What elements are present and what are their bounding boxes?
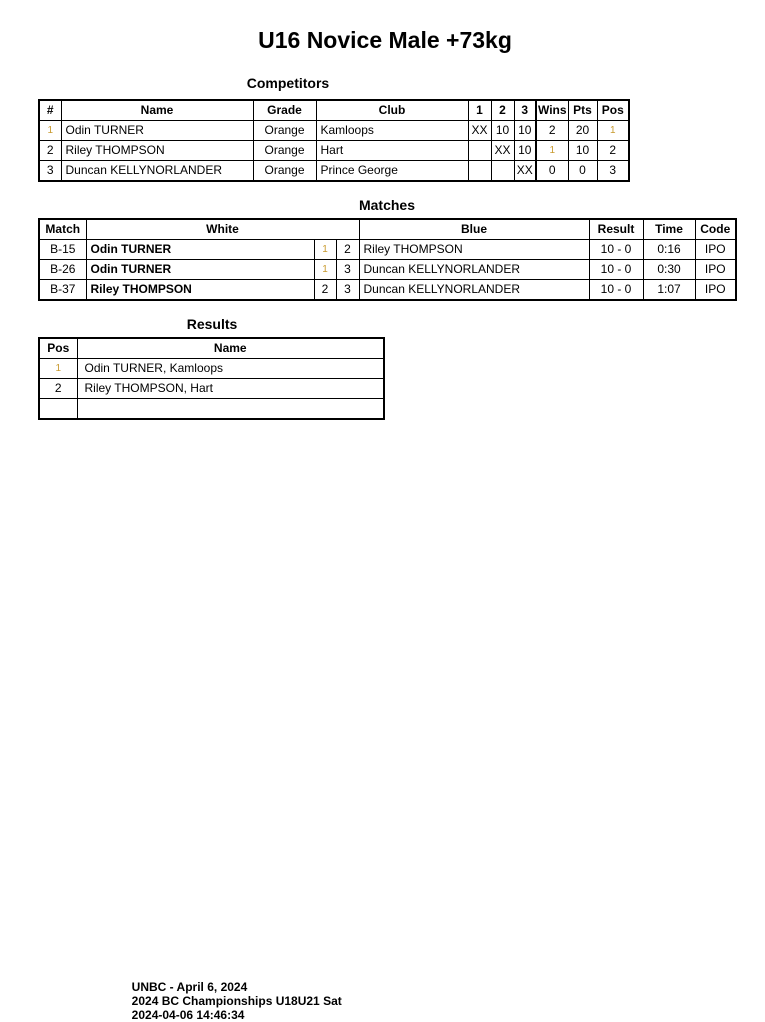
competitor-position: 1 — [597, 121, 629, 141]
result-position: 1 — [39, 359, 77, 379]
competitors-heading: Competitors — [246, 75, 330, 91]
match-time: 0:16 — [643, 240, 695, 260]
table-row — [39, 379, 384, 399]
matches-header-row — [39, 219, 736, 240]
competitor-club: Prince George — [316, 161, 468, 182]
competitor-number: 2 — [39, 141, 61, 161]
round-1-score: XX — [468, 121, 491, 141]
white-number: 1 — [314, 240, 336, 260]
white-competitor: Odin TURNER — [86, 240, 314, 260]
col-header-round-1: 1 — [468, 100, 491, 121]
match-time: 0:30 — [643, 260, 695, 280]
competitor-grade: Orange — [253, 121, 316, 141]
table-row — [39, 359, 384, 379]
col-header-position: Pos — [39, 338, 77, 359]
round-2-score: 10 — [491, 121, 514, 141]
competitor-name: Odin TURNER — [61, 121, 253, 141]
round-3-score: 10 — [514, 121, 536, 141]
match-id: B-26 — [39, 260, 86, 280]
col-header-number: # — [39, 100, 61, 121]
competitor-wins: 2 — [536, 121, 568, 141]
match-code: IPO — [695, 240, 736, 260]
col-header-code: Code — [695, 219, 736, 240]
white-competitor: Riley THOMPSON — [86, 280, 314, 301]
round-3-score: XX — [514, 161, 536, 182]
competitors-header-row — [39, 100, 629, 121]
competitor-number: 3 — [39, 161, 61, 182]
footer-venue: UNBC - April 6, 2024 — [131, 980, 248, 994]
result-name: Odin TURNER, Kamloops — [77, 359, 384, 379]
round-3-score: 10 — [514, 141, 536, 161]
round-2-score: XX — [491, 141, 514, 161]
col-header-result: Result — [589, 219, 643, 240]
results-header-row — [39, 338, 384, 359]
page-footer — [125, 966, 352, 1022]
table-row — [39, 260, 736, 280]
competitor-name: Riley THOMPSON — [61, 141, 253, 161]
blue-number: 3 — [336, 280, 359, 301]
col-header-white: White — [86, 219, 359, 240]
match-code: IPO — [695, 280, 736, 301]
result-name — [77, 399, 384, 420]
matches-table — [38, 218, 737, 301]
match-id: B-37 — [39, 280, 86, 301]
competitor-grade: Orange — [253, 161, 316, 182]
col-header-round-3: 3 — [514, 100, 536, 121]
blue-competitor: Duncan KELLYNORLANDER — [359, 260, 589, 280]
table-row — [39, 280, 736, 301]
white-competitor: Odin TURNER — [86, 260, 314, 280]
page-title: U16 Novice Male +73kg — [258, 27, 512, 53]
col-header-name: Name — [77, 338, 384, 359]
match-result: 10 - 0 — [589, 260, 643, 280]
competitor-points: 10 — [568, 141, 597, 161]
competitor-points: 20 — [568, 121, 597, 141]
competitor-wins: 1 — [536, 141, 568, 161]
table-row — [39, 399, 384, 420]
col-header-grade: Grade — [253, 100, 316, 121]
col-header-wins: Wins — [536, 100, 568, 121]
competitor-position: 2 — [597, 141, 629, 161]
col-header-time: Time — [643, 219, 695, 240]
match-result: 10 - 0 — [589, 280, 643, 301]
competitor-number: 1 — [39, 121, 61, 141]
results-table — [38, 337, 385, 420]
competitor-wins: 0 — [536, 161, 568, 182]
result-position: 2 — [39, 379, 77, 399]
col-header-blue: Blue — [359, 219, 589, 240]
matches-heading: Matches — [358, 197, 416, 213]
competitor-grade: Orange — [253, 141, 316, 161]
table-row — [39, 141, 629, 161]
competitor-club: Hart — [316, 141, 468, 161]
round-2-score — [491, 161, 514, 182]
blue-number: 2 — [336, 240, 359, 260]
col-header-position: Pos — [597, 100, 629, 121]
table-row — [39, 161, 629, 182]
match-code: IPO — [695, 260, 736, 280]
col-header-points: Pts — [568, 100, 597, 121]
competitor-club: Kamloops — [316, 121, 468, 141]
match-id: B-15 — [39, 240, 86, 260]
col-header-club: Club — [316, 100, 468, 121]
footer-timestamp: 2024-04-06 14:46:34 — [131, 1008, 245, 1022]
white-number: 2 — [314, 280, 336, 301]
competitors-table — [38, 99, 630, 182]
competitor-points: 0 — [568, 161, 597, 182]
table-row — [39, 240, 736, 260]
col-header-name: Name — [61, 100, 253, 121]
white-number: 1 — [314, 260, 336, 280]
match-time: 1:07 — [643, 280, 695, 301]
round-1-score — [468, 141, 491, 161]
match-result: 10 - 0 — [589, 240, 643, 260]
result-position — [39, 399, 77, 420]
blue-competitor: Riley THOMPSON — [359, 240, 589, 260]
col-header-round-2: 2 — [491, 100, 514, 121]
footer-event: 2024 BC Championships U18U21 Sat — [131, 994, 342, 1008]
blue-number: 3 — [336, 260, 359, 280]
blue-competitor: Duncan KELLYNORLANDER — [359, 280, 589, 301]
results-heading: Results — [186, 316, 238, 332]
table-row — [39, 121, 629, 141]
competitor-name: Duncan KELLYNORLANDER — [61, 161, 253, 182]
competitor-position: 3 — [597, 161, 629, 182]
round-1-score — [468, 161, 491, 182]
col-header-match: Match — [39, 219, 86, 240]
result-name: Riley THOMPSON, Hart — [77, 379, 384, 399]
